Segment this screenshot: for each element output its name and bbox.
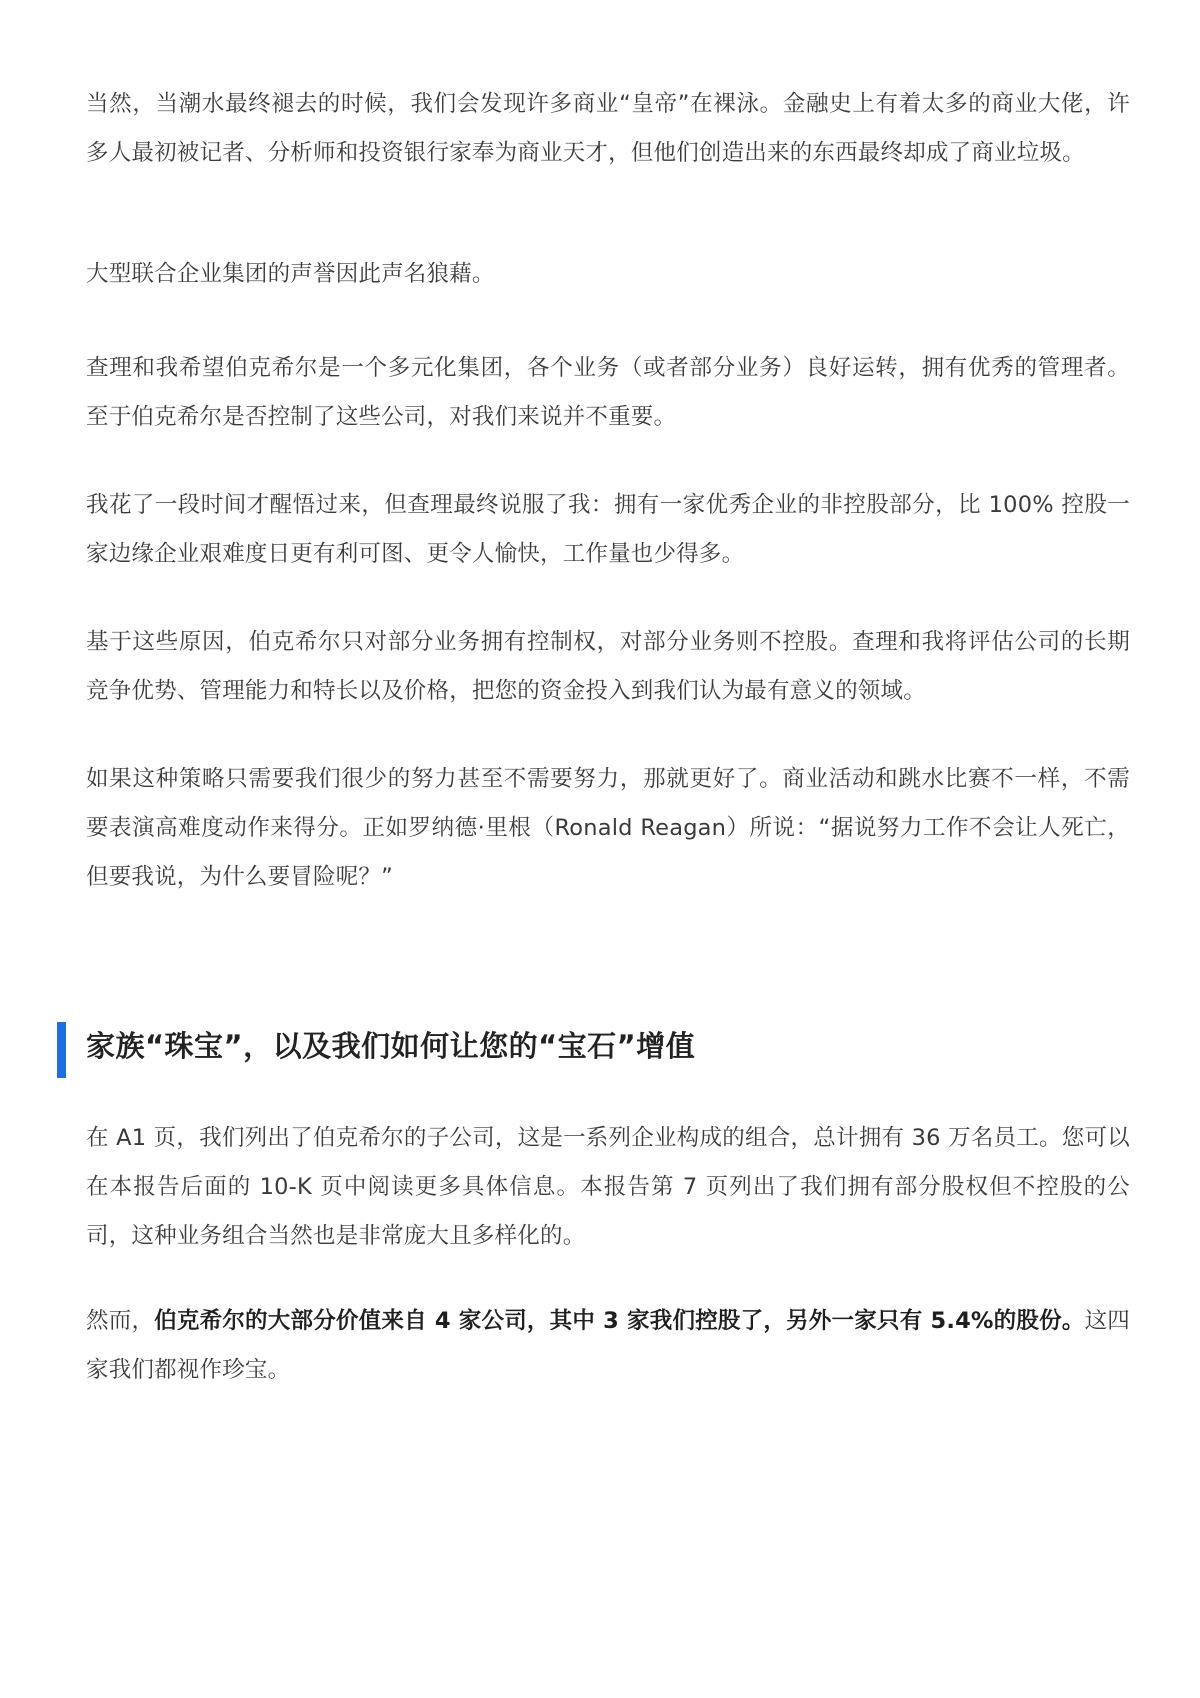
four-jewels-tail: 这四家我们都视作珍宝。 [86, 1308, 1130, 1383]
paragraph-reagan-quote: 如果这种策略只需要我们很少的努力甚至不需要努力，那就更好了。商业活动和跳水比赛不一样，不需要表演高难度动作来得分。正如罗纳德·里根（Ronald Reagan）所说：“据说努力工作不会让人死亡，但要我说，为什么要冒险呢？” [86, 766, 1130, 890]
paragraph-capital-allocation: 基于这些原因，伯克希尔只对部分业务拥有控制权，对部分业务则不控股。查理和我将评估公司的长期竞争优势、管理能力和特长以及价格，把您的资金投入到我们认为最有意义的领域。 [86, 629, 1130, 704]
paragraph-naked-swimming: 当然，当潮水最终褪去的时候，我们会发现许多商业“皇帝”在裸泳。金融史上有着太多的商业大佬，许多人最初被记者、分析师和投资银行家奉为商业天才，但他们创造出来的东西最终却成了商业垃圾。 [86, 91, 1130, 166]
section-title: 家族“珠宝”，以及我们如何让您的“宝石”增值 [86, 1029, 696, 1063]
four-jewels-lead: 然而， [86, 1308, 155, 1334]
heading-accent-bar [57, 1022, 66, 1078]
paragraph-conglomerate-reputation: 大型联合企业集团的声誉因此声名狼藉。 [86, 261, 495, 287]
section-heading [57, 1016, 1137, 1072]
four-jewels-bold: 伯克希尔的大部分价值来自 4 家公司，其中 3 家我们控股了，另外一家只有 5.4%的股份。 [154, 1308, 1085, 1334]
paragraph-four-jewels [86, 1297, 1130, 1395]
paragraph-non-controlling-stake: 我花了一段时间才醒悟过来，但查理最终说服了我：拥有一家优秀企业的非控股部分，比 100% 控股一家边缘企业艰难度日更有利可图、更令人愉快，工作量也少得多。 [86, 492, 1130, 567]
paragraph-diversified-group: 查理和我希望伯克希尔是一个多元化集团，各个业务（或者部分业务）良好运转，拥有优秀的管理者。至于伯克希尔是否控制了这些公司，对我们来说并不重要。 [86, 355, 1130, 430]
paragraph-subsidiaries: 在 A1 页，我们列出了伯克希尔的子公司，这是一系列企业构成的组合，总计拥有 36 万名员工。您可以在本报告后面的 10-K 页中阅读更多具体信息。本报告第 7 页列出了我们拥有部分股权但不控股的公司，这种业务组合当然也是非常庞大且多样化的。 [86, 1125, 1130, 1249]
